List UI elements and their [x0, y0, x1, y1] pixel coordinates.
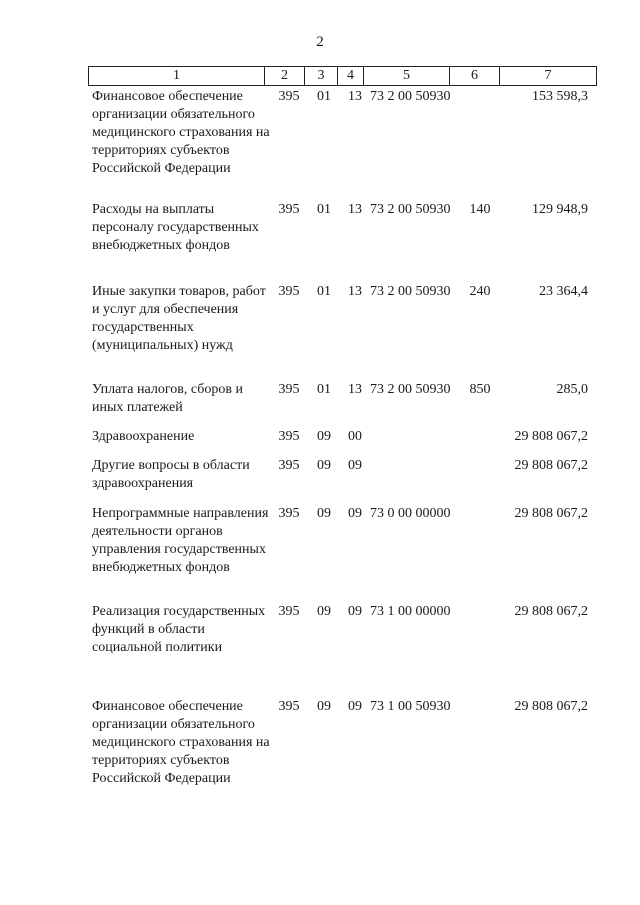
row-col-7: 29 808 067,2: [514, 604, 588, 619]
row-name: Расходы на выплаты персоналу государственных внебюджетных фондов: [92, 202, 259, 253]
row-col-2: 395: [278, 284, 300, 299]
row-col-5: 73 2 00 50930: [370, 284, 451, 299]
row-col-2: 395: [278, 89, 300, 104]
row-col-3: 09: [317, 506, 331, 521]
row-col-4: 09: [348, 506, 362, 521]
row-col-4: 09: [348, 699, 362, 714]
row-col-2: 395: [278, 604, 300, 619]
row-col-4: 13: [348, 382, 362, 397]
row-col-7: 153 598,3: [532, 89, 588, 104]
row-col-4: 00: [348, 429, 362, 444]
row-name: Финансовое обеспечение организации обязательного медицинского страхования на территориях субъектов Российской Федерации: [92, 89, 270, 176]
row-col-3: 01: [317, 382, 331, 397]
header-col-2: 2: [265, 67, 305, 85]
header-col-5: 5: [364, 67, 450, 85]
row-col-4: 13: [348, 284, 362, 299]
row-col-2: 395: [278, 382, 300, 397]
row-col-2: 395: [278, 506, 300, 521]
row-name: Финансовое обеспечение организации обязательного медицинского страхования на территориях субъектов Российской Федерации: [92, 699, 270, 786]
row-col-4: 09: [348, 604, 362, 619]
row-col-5: 73 2 00 50930: [370, 202, 451, 217]
row-name: Здравоохранение: [92, 429, 195, 444]
row-name: Иные закупки товаров, работ и услуг для обеспечения государственных (муниципальных) нужд: [92, 284, 266, 353]
row-col-7: 29 808 067,2: [514, 506, 588, 521]
row-col-5: 73 1 00 50930: [370, 699, 451, 714]
row-name: Непрограммные направления деятельности органов управления государственных внебюджетных фондов: [92, 506, 269, 575]
row-col-5: 73 1 00 00000: [370, 604, 451, 619]
header-col-7: 7: [544, 68, 552, 83]
row-col-4: 09: [348, 458, 362, 473]
row-col-6: 850: [469, 382, 491, 397]
page-number: 2: [316, 34, 324, 50]
header-col-1: 1: [89, 67, 265, 85]
row-col-7: 23 364,4: [539, 284, 588, 299]
row-col-6: 240: [469, 284, 491, 299]
row-col-3: 09: [317, 604, 331, 619]
row-col-5: 73 2 00 50930: [370, 89, 451, 104]
row-col-3: 09: [317, 699, 331, 714]
row-col-6: 140: [469, 202, 491, 217]
row-col-2: 395: [278, 202, 300, 217]
row-col-3: 01: [317, 89, 331, 104]
header-col-4: 4: [338, 67, 364, 85]
row-col-7: 129 948,9: [532, 202, 588, 217]
header-col-3: 3: [305, 67, 338, 85]
row-name: Реализация государственных функций в области социальной политики: [92, 604, 266, 655]
row-col-7: 29 808 067,2: [514, 699, 588, 714]
row-col-5: 73 0 00 00000: [370, 506, 451, 521]
row-col-3: 01: [317, 284, 331, 299]
row-col-2: 395: [278, 429, 300, 444]
row-col-4: 13: [348, 89, 362, 104]
row-col-3: 09: [317, 458, 331, 473]
row-col-2: 395: [278, 699, 300, 714]
row-col-2: 395: [278, 458, 300, 473]
row-col-3: 01: [317, 202, 331, 217]
row-col-5: 73 2 00 50930: [370, 382, 451, 397]
row-col-7: 29 808 067,2: [514, 429, 588, 444]
row-col-4: 13: [348, 202, 362, 217]
header-col-6: 6: [450, 67, 500, 85]
table-header: [88, 66, 597, 86]
row-name: Уплата налогов, сборов и иных платежей: [92, 382, 243, 415]
row-col-7: 29 808 067,2: [514, 458, 588, 473]
row-col-3: 09: [317, 429, 331, 444]
row-col-7: 285,0: [556, 382, 588, 397]
row-name: Другие вопросы в области здравоохранения: [92, 458, 250, 491]
